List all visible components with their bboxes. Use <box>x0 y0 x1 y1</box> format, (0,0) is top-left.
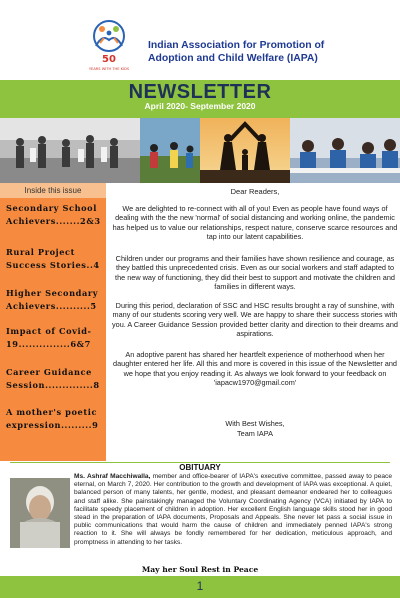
toc-item-page: Achievers.......2&3 <box>6 216 101 226</box>
logo-tagline: YEARS WITH THE KIDS <box>88 67 130 71</box>
toc-item-mothers-poetic[interactable] <box>6 406 104 432</box>
toc-item-rural-project[interactable] <box>6 246 104 272</box>
children-walking-photo <box>0 118 140 183</box>
toc-item-page: expression.........9 <box>6 420 99 430</box>
toc-item-title: Secondary School <box>6 203 97 213</box>
org-name-line-2: Adoption and Child Welfare (IAPA) <box>148 53 318 64</box>
letter-greeting: Dear Readers, <box>230 187 280 196</box>
logo-anniversary-number: 50 <box>102 54 116 65</box>
obituary-text: member and office-bearer of IAPA's executive committee, passed away to peace eternal, on March 7, 2020. Her contribution to the growth and development of IAPA was exceptional. A quiet, balanced person of many talents, her gentle, modest, and pleasant demeanor endeared her to colleagues and staff alike. She painstakingly managed the Voluntary Coordinating Agency (VCA) initiated by IAPA to facilitate speedy placement of children in adoption. Her excellent English language skills stood her in good stead in the preparation of IAPA documents, Proposals and Appeals. She never let pass a social issue in public communications that would harm the cause of children and immediately penned IAPA's strong reaction to it. She will always be fondly remembered for her dedication, meticulous approach, and promptness in attending to her tasks. <box>74 473 393 546</box>
toc-heading-label: Inside this issue <box>24 186 82 195</box>
family-silhouette-photo <box>200 118 290 183</box>
obituary-portrait <box>10 478 70 548</box>
letter-paragraph-4: An adoptive parent has shared her heartfelt experience of motherhood when her daughter entered her life. All this and more is covered in this issue of the Newsletter and we hope that you enjoy reading it. As always we look forward to your feedback on 'iapacw1970@gmail.com' <box>113 350 397 387</box>
newsletter-date-range: April 2020- September 2020 <box>144 101 256 111</box>
photo-strip <box>0 118 400 183</box>
letter-paragraph-3: During this period, declaration of SSC and HSC results brought a ray of sunshine, with many of our students scoring very well. We are happy to share their success stories with you. A Career Guidance Session provided better clarity and direction to their dreams and aspirations. <box>112 301 398 338</box>
toc-item-title: Rural Project <box>6 247 76 257</box>
letter-paragraph-1: We are delighted to re-connect with all of you! Even as people have found ways of dealing with the the new 'normal' of social distancing and working online, the pandemic has helped us to value our relationships, respect nature, conserve scarce resources and tap into our latent capabilities. <box>112 204 398 241</box>
letter-paragraph-2: Children under our programs and their families have shown resilience and courage, as they battled this unprecedented crisis. Even as our social workers and staff adapted to the new way of functioning, they did their best to support and motivate the children and families in different ways. <box>115 254 395 291</box>
iapa-logo <box>78 18 140 74</box>
page-number: 1 <box>196 579 204 593</box>
students-classroom-photo <box>290 118 400 183</box>
toc-item-title: Career Guidance <box>6 367 92 377</box>
newsletter-title: NEWSLETTER <box>128 81 272 103</box>
obituary-body <box>74 473 392 547</box>
org-name-line-1: Indian Association for Promotion of <box>148 40 325 51</box>
letter-signature: Team IAPA <box>237 429 273 438</box>
obituary-closing: May her Soul Rest in Peace <box>141 565 259 574</box>
toc-item-impact-covid[interactable] <box>6 325 104 351</box>
toc-item-career-guidance[interactable] <box>6 366 104 392</box>
organization-name <box>148 39 368 65</box>
kids-playing-photo <box>140 118 200 183</box>
obituary-name: Ms. Ashraf Macchiwalla, <box>74 473 151 480</box>
toc-item-title: Higher Secondary <box>6 288 99 298</box>
toc-heading <box>0 183 106 198</box>
obituary-title: OBITUARY <box>179 463 221 472</box>
toc-item-secondary-school[interactable] <box>6 202 104 228</box>
toc-item-page: Session..............8 <box>6 380 100 390</box>
toc-item-page: Achievers..........5 <box>6 301 97 311</box>
toc-item-page: Success Stories..4 <box>6 260 100 270</box>
header <box>0 0 400 78</box>
letter-closing: With Best Wishes, <box>225 419 285 428</box>
toc-item-title: Impact of Covid- <box>6 326 92 336</box>
toc-item-higher-secondary[interactable] <box>6 287 104 313</box>
toc-item-page: 19...............6&7 <box>6 339 91 349</box>
toc-item-title: A mother's poetic <box>6 407 98 417</box>
